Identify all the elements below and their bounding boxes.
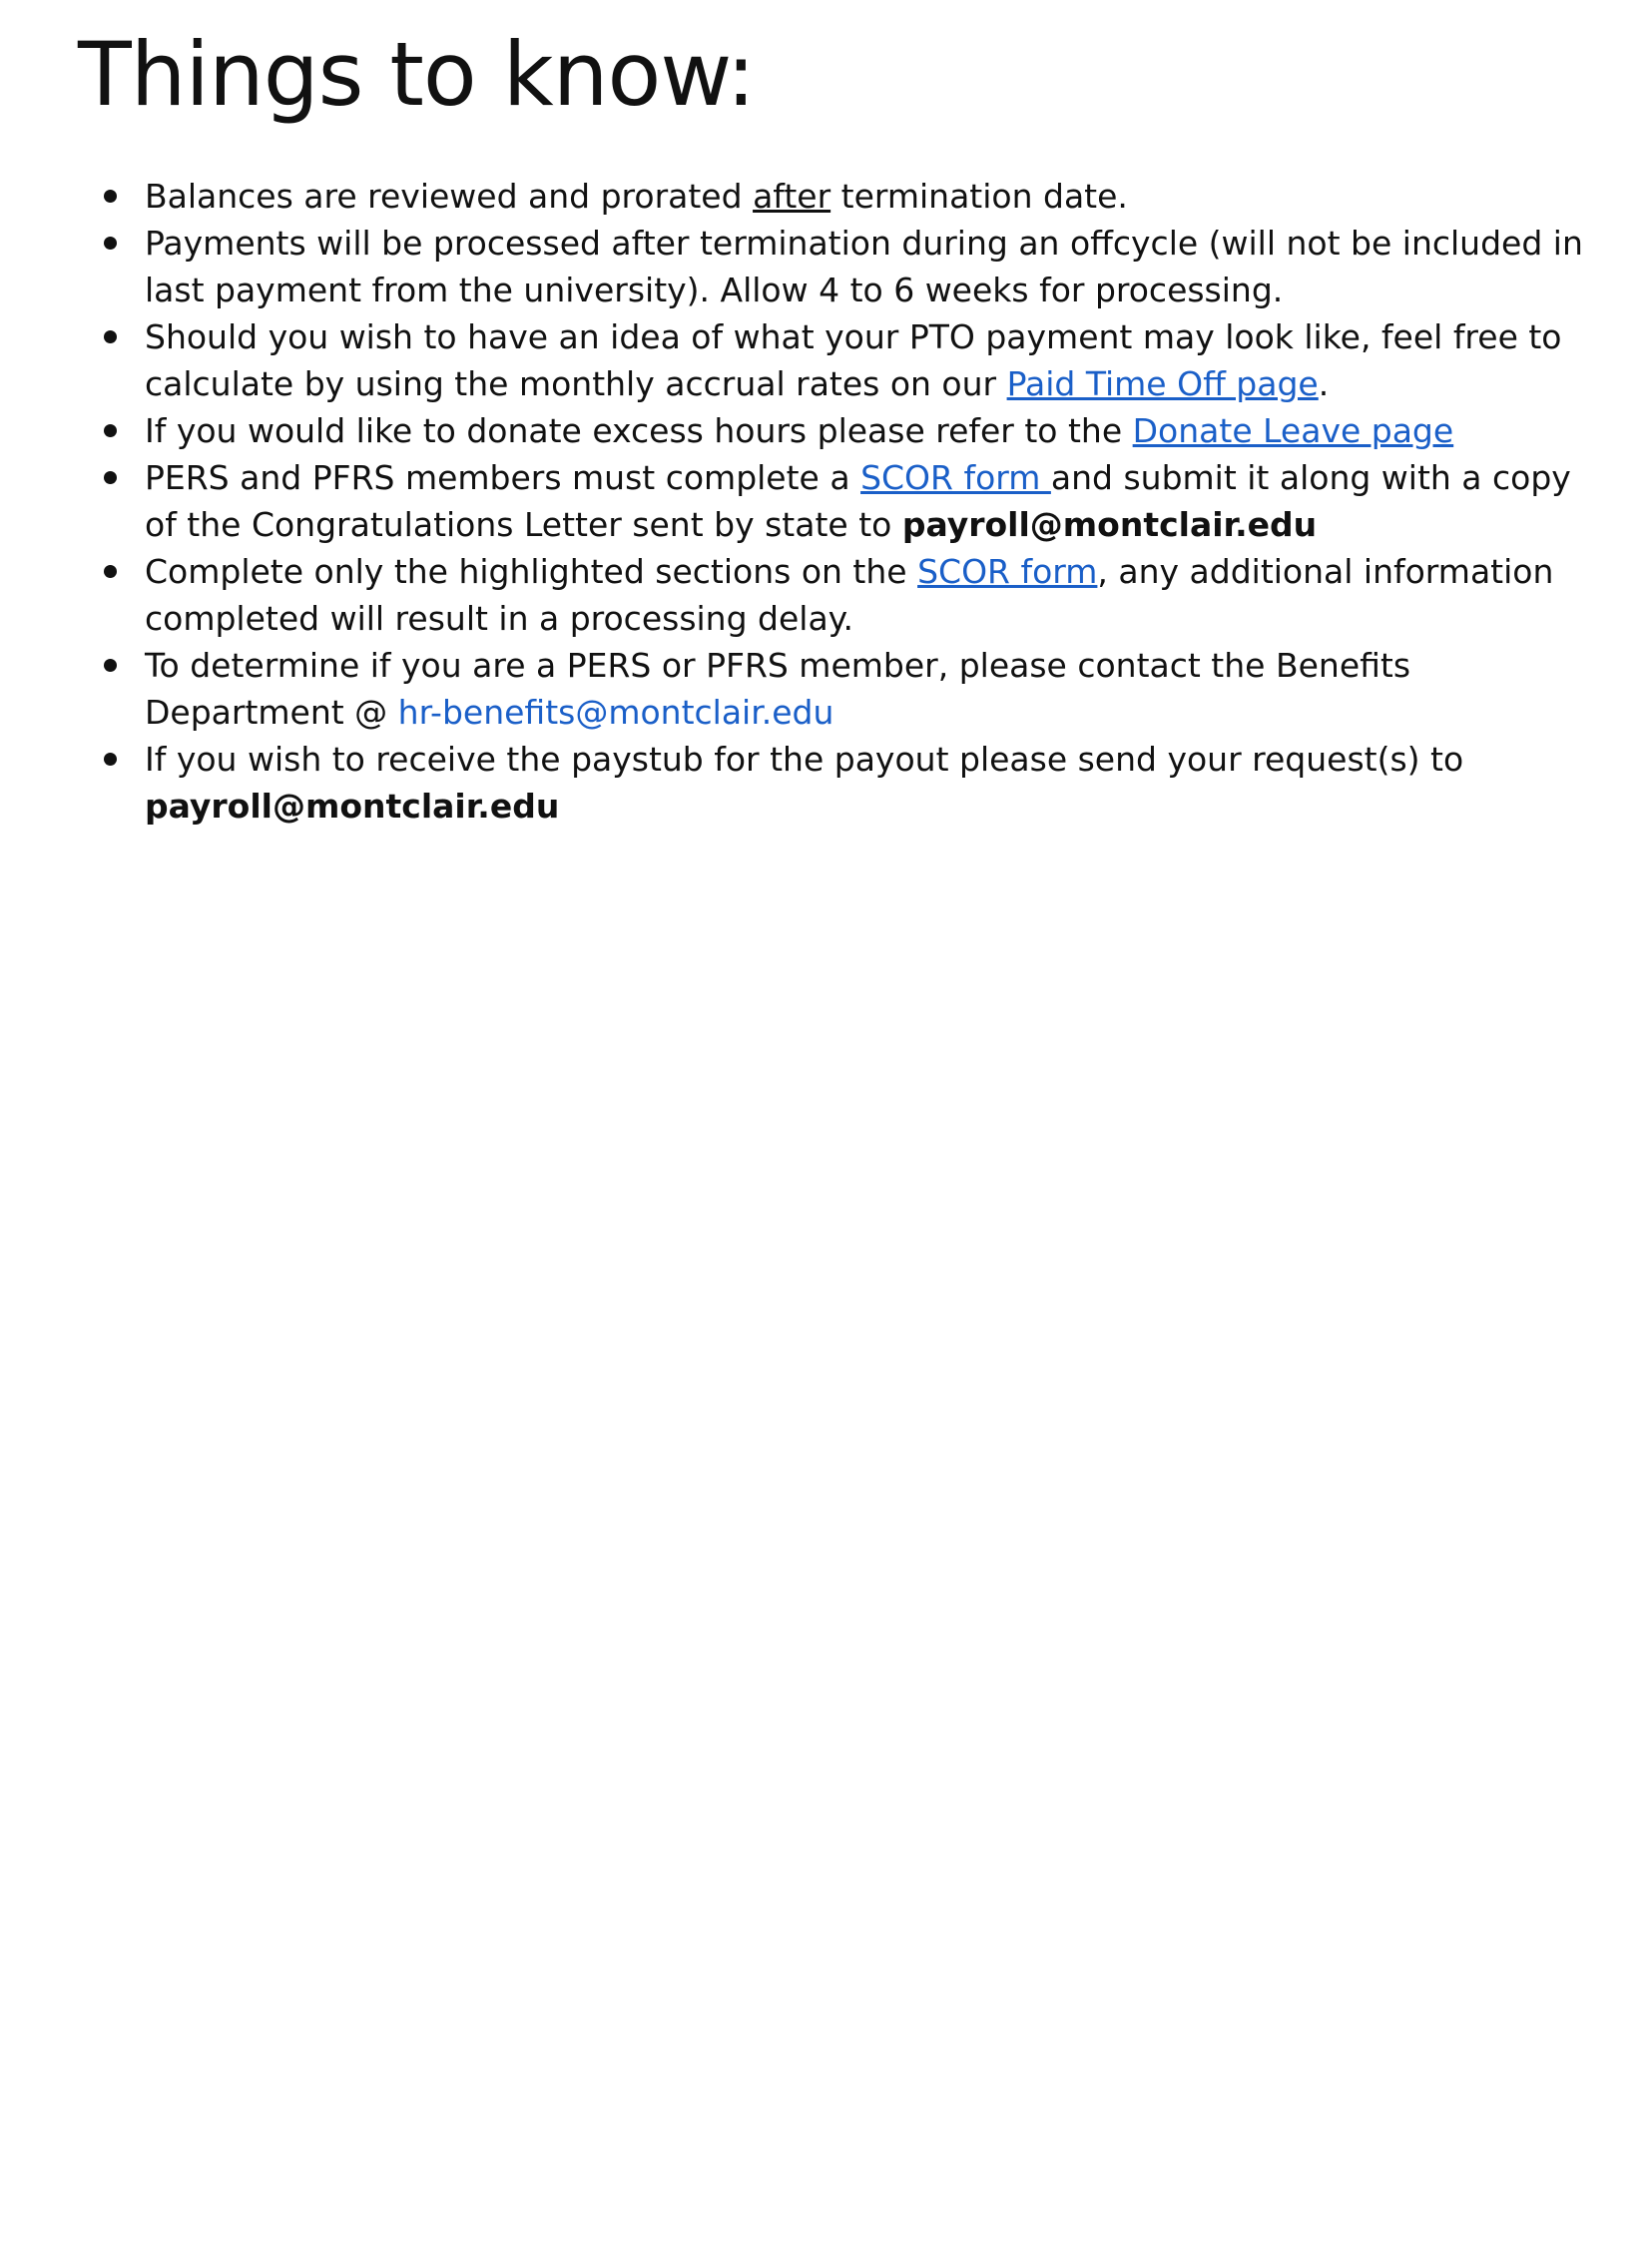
bullet-list (98, 173, 1595, 830)
list-item: Balances are reviewed and prorated after termination date. (98, 173, 1595, 220)
list-item: Should you wish to have an idea of what your PTO payment may look like, feel free to calculate by using the monthly accrual rates on our Paid Time Off page. (98, 313, 1595, 407)
payroll-email: payroll@montclair.edu (145, 787, 560, 826)
list-item: Payments will be processed after termination during an offcycle (will not be included in last payment from the university). Allow 4 to 6 weeks for processing. (98, 220, 1595, 313)
emphasis-after: after (753, 177, 831, 216)
bullet-icon (104, 659, 117, 672)
bullet-icon (104, 330, 117, 343)
hr-benefits-email-link[interactable]: hr-benefits@montclair.edu (397, 693, 834, 732)
scor-form-link[interactable]: SCOR form (860, 458, 1051, 497)
bullet-icon (104, 424, 117, 437)
bullet-icon (104, 753, 117, 766)
list-item: To determine if you are a PERS or PFRS member, please contact the Benefits Department @ hr-benefits@montclair.edu (98, 642, 1595, 736)
scor-form-link[interactable]: SCOR form (917, 552, 1098, 591)
bullet-icon (104, 237, 117, 250)
list-item: PERS and PFRS members must complete a SCOR form and submit it along with a copy of the Congratulations Letter sent by state to payroll@montclair.edu (98, 454, 1595, 548)
bullet-icon (104, 190, 117, 203)
page-title: Things to know: (78, 23, 756, 126)
bullet-icon (104, 565, 117, 578)
list-item: If you would like to donate excess hours please refer to the Donate Leave page (98, 407, 1595, 454)
list-item: If you wish to receive the paystub for the payout please send your request(s) to payroll@montclair.edu (98, 736, 1595, 830)
payroll-email: payroll@montclair.edu (901, 505, 1318, 544)
list-item: Complete only the highlighted sections on the SCOR form, any additional information completed will result in a processing delay. (98, 548, 1595, 642)
donate-leave-link[interactable]: Donate Leave page (1132, 411, 1454, 450)
bullet-icon (104, 471, 117, 484)
paid-time-off-link[interactable]: Paid Time Off page (1006, 364, 1319, 403)
